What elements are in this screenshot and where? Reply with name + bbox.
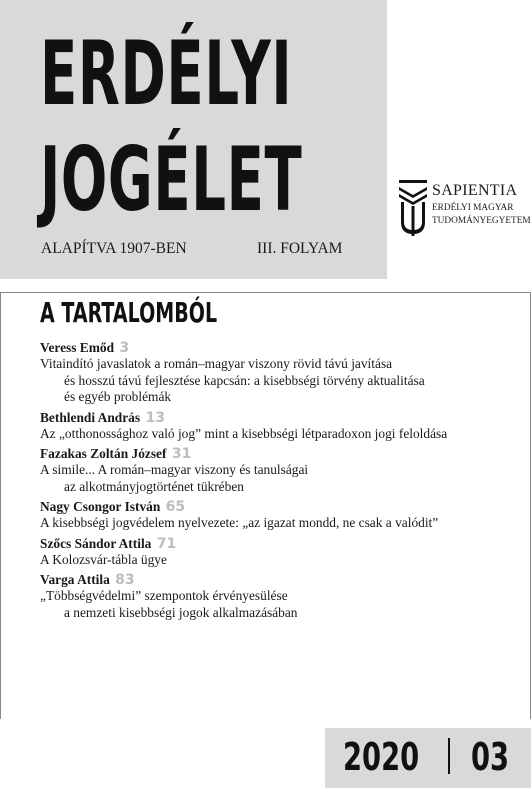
journal-title-line-1: ERDÉLYI xyxy=(40,22,293,125)
toc-title-line: A kisebbségi jogvédelem nyelvezete: „az igazat mondd, ne csak a valódit” xyxy=(40,515,439,530)
toc-author: Bethlendi András xyxy=(40,409,141,425)
sapientia-logo xyxy=(398,178,531,238)
toc-page-number: 3 xyxy=(119,340,130,356)
toc-entry xyxy=(40,410,528,443)
toc-author: Varga Attila xyxy=(40,572,110,587)
university-name: SAPIENTIA xyxy=(432,182,518,199)
university-subtitle-1: ERDÉLYI MAGYAR xyxy=(432,203,514,213)
issue-number: 03 xyxy=(471,735,510,779)
toc-title-line: Az „otthonossághoz való jog” mint a kisebbségi létparadoxon jogi feloldása xyxy=(40,425,448,441)
toc-page-number: 65 xyxy=(165,499,186,515)
toc-page-number: 31 xyxy=(171,446,192,462)
toc-author: Szőcs Sándor Attila xyxy=(40,535,152,551)
toc-title-line: és hosszú távú fejlesztése kapcsán: a kisebbségi törvény aktualitása xyxy=(64,372,425,388)
toc-title-line: az alkotmányjogtörténet tükrében xyxy=(64,478,244,494)
toc-entry xyxy=(40,572,528,621)
toc-entry xyxy=(40,499,528,532)
toc-title-line: „Többségvédelmi” szempontok érvényesülése xyxy=(40,588,288,603)
toc-entry xyxy=(40,536,528,569)
contents-heading: A TARTALOMBÓL xyxy=(40,296,218,329)
journal-title-line-2: JOGÉLET xyxy=(40,128,303,231)
volume-label: III. FOLYAM xyxy=(257,240,343,257)
toc-page-number: 13 xyxy=(145,409,165,426)
toc-title-line: és egyéb problémák xyxy=(64,389,172,404)
toc-entry xyxy=(40,340,528,406)
toc-title-line: a nemzeti kisebbségi jogok alkalmazásában xyxy=(64,604,298,620)
toc-page-number: 71 xyxy=(156,535,177,552)
university-subtitle-2: TUDOMÁNYEGYETEM xyxy=(432,216,531,226)
toc-entry xyxy=(40,446,528,495)
issue-separator xyxy=(448,738,450,774)
toc-title-line: A Kolozsvár-tábla ügye xyxy=(40,551,167,567)
sapientia-emblem-icon xyxy=(398,178,428,238)
toc-title-line: A simile... A román–magyar viszony és tanulságai xyxy=(40,462,309,477)
issue-year: 2020 xyxy=(343,735,420,779)
toc-title-line: Vitaindító javaslatok a román–magyar viszony rövid távú javítása xyxy=(40,356,393,371)
toc-author: Fazakas Zoltán József xyxy=(40,446,167,461)
table-of-contents xyxy=(40,340,528,625)
founded-note: ALAPÍTVA 1907-BEN xyxy=(41,240,187,257)
toc-author: Nagy Csongor István xyxy=(40,499,161,514)
toc-author: Veress Emőd xyxy=(40,340,115,355)
toc-page-number: 83 xyxy=(115,572,135,588)
